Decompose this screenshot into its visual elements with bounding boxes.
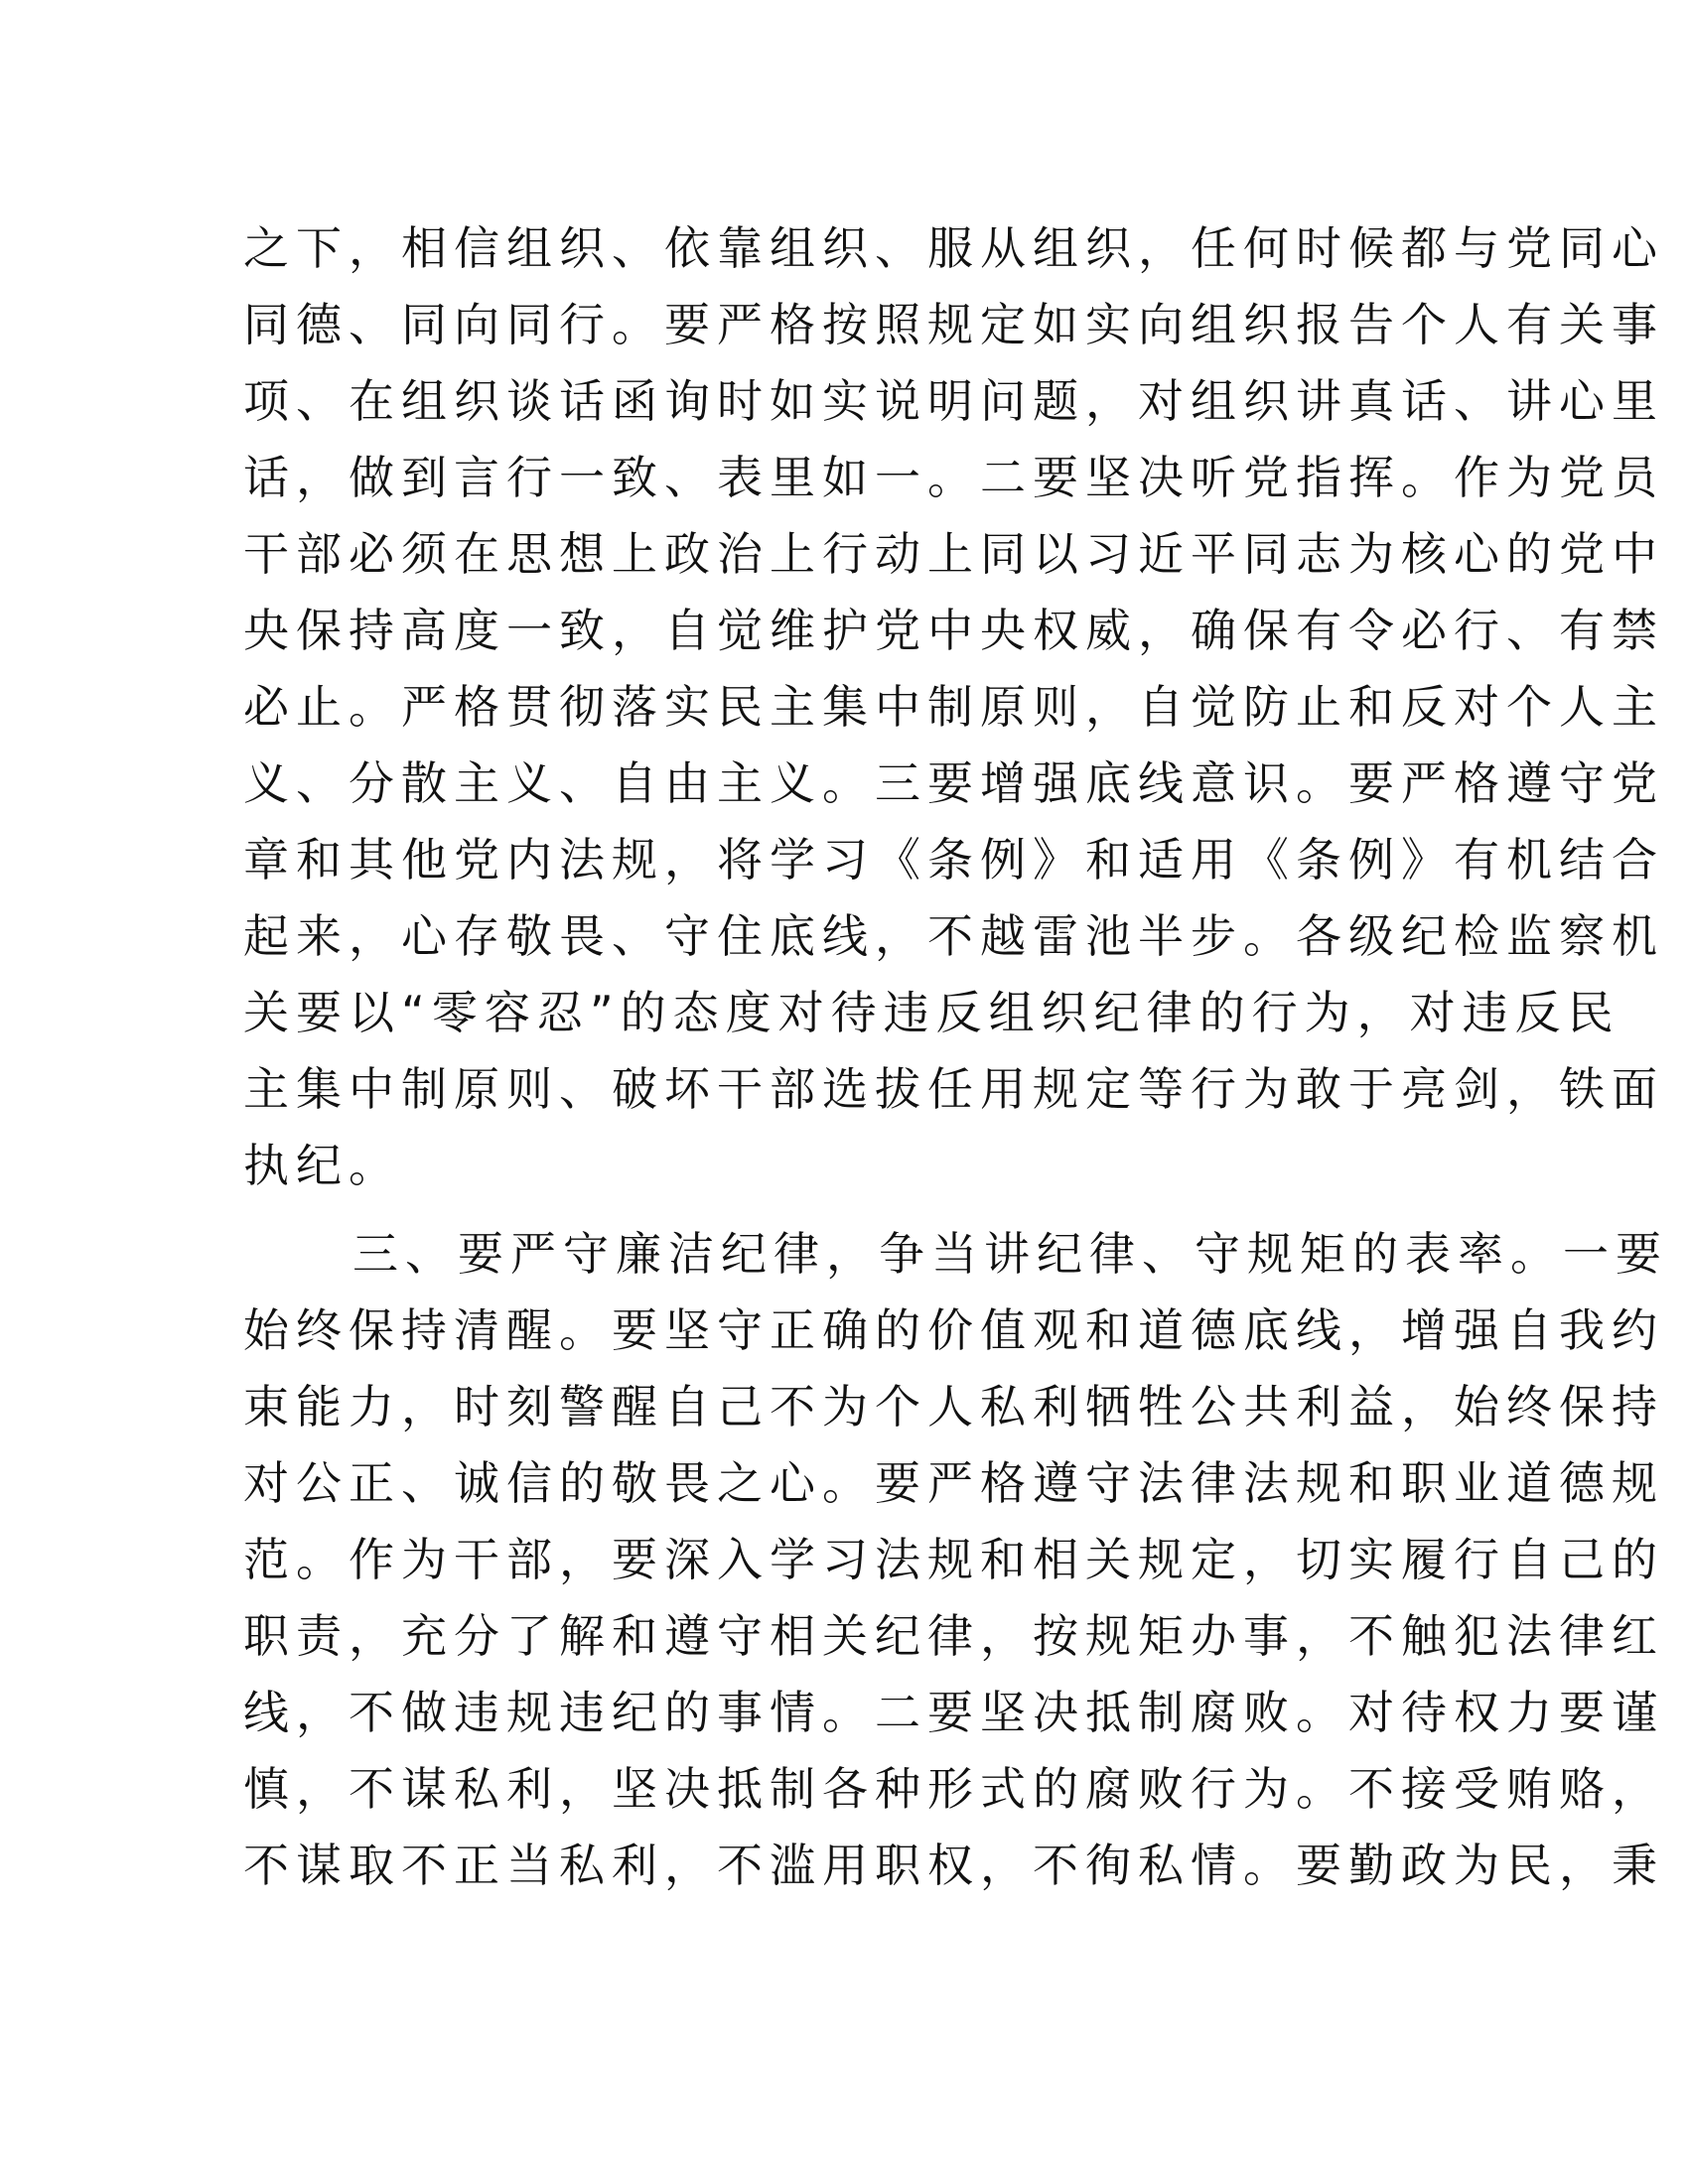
text-line: 对公正、诚信的敬畏之心。要严格遵守法律法规和职业道德规 bbox=[243, 1456, 1664, 1510]
document-page bbox=[243, 210, 1668, 1904]
text-line: 不谋取不正当私利，不滥用职权，不徇私情。要勤政为民，秉 bbox=[243, 1839, 1664, 1892]
text-line: 章和其他党内法规，将学习《条例》和适用《条例》有机结合 bbox=[243, 833, 1664, 887]
text-line-heading: 三、要严守廉洁纪律，争当讲纪律、守规矩的表率。一要 bbox=[352, 1227, 1668, 1281]
text-line: 线，不做违规违纪的事情。二要坚决抵制腐败。对待权力要谨 bbox=[243, 1686, 1664, 1739]
text-line: 起来，心存敬畏、守住底线，不越雷池半步。各级纪检监察机 bbox=[243, 909, 1664, 963]
text-line: 之下，相信组织、依靠组织、服从组织，任何时候都与党同心 bbox=[243, 221, 1664, 275]
text-line: 慎，不谋私利，坚决抵制各种形式的腐败行为。不接受贿赂， bbox=[243, 1762, 1664, 1816]
text-line: 干部必须在思想上政治上行动上同以习近平同志为核心的党中 bbox=[243, 527, 1664, 581]
text-line: 始终保持清醒。要坚守正确的价值观和道德底线，增强自我约 bbox=[243, 1303, 1664, 1357]
text-line: 范。作为干部，要深入学习法规和相关规定，切实履行自己的 bbox=[243, 1533, 1664, 1586]
paragraph-continued bbox=[243, 210, 1664, 1204]
text-line: 执纪。 bbox=[243, 1139, 401, 1192]
text-line: 关要以“零容忍”的态度对待违反组织纪律的行为，对违反民 bbox=[243, 986, 1620, 1039]
text-line: 主集中制原则、破坏干部选拔任用规定等行为敢于亮剑，铁面 bbox=[243, 1062, 1664, 1116]
text-line: 话，做到言行一致、表里如一。二要坚决听党指挥。作为党员 bbox=[243, 451, 1664, 504]
text-line: 义、分散主义、自由主义。三要增强底线意识。要严格遵守党 bbox=[243, 756, 1664, 810]
text-line: 同德、同向同行。要严格按照规定如实向组织报告个人有关事 bbox=[243, 298, 1664, 351]
paragraph-three-integrity-discipline bbox=[243, 1216, 1668, 1904]
text-line: 必止。严格贯彻落实民主集中制原则，自觉防止和反对个人主 bbox=[243, 680, 1664, 734]
text-line: 职责，充分了解和遵守相关纪律，按规矩办事，不触犯法律红 bbox=[243, 1609, 1664, 1663]
text-line: 项、在组织谈话函询时如实说明问题，对组织讲真话、讲心里 bbox=[243, 374, 1664, 428]
paragraph-spacer bbox=[243, 1204, 1450, 1216]
text-line: 束能力，时刻警醒自己不为个人私利牺牲公共利益，始终保持 bbox=[243, 1380, 1664, 1433]
text-line: 央保持高度一致，自觉维护党中央权威，确保有令必行、有禁 bbox=[243, 604, 1664, 657]
